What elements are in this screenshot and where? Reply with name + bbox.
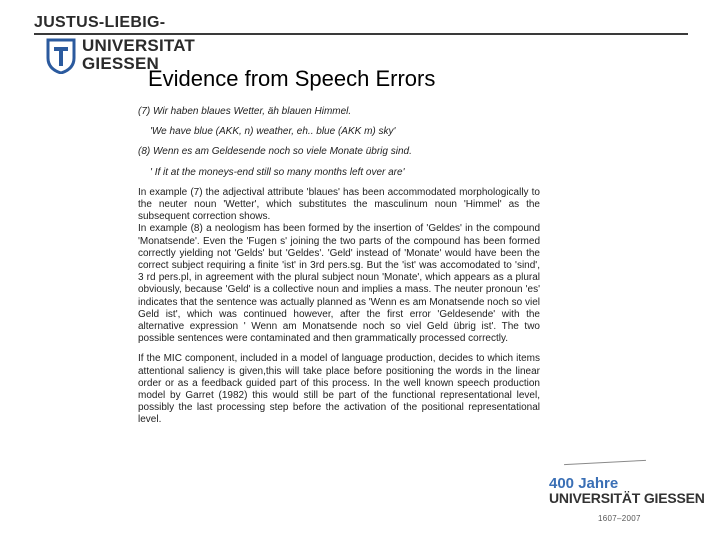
paragraph-mic-component: If the MIC component, included in a model of language production, decides to which items attentional saliency is given,this will take place before positioning the words in the linear order or as a feedback guided part of this process. In the well known speech production model by Garret (1982) this would still be part of the functional representational level, possibly the last processing step before the activation of the positional representational level. bbox=[138, 353, 540, 426]
slide-body bbox=[138, 106, 540, 427]
university-name-line1: UNIVERSITAT bbox=[82, 36, 196, 55]
slide-title: Evidence from Speech Errors bbox=[148, 66, 436, 91]
university-name-line2: GIESSEN bbox=[82, 54, 159, 73]
university-name-top: JUSTUS-LIEBIG- bbox=[34, 14, 166, 31]
example-7: (7) Wir haben blaues Wetter, äh blauen Himmel. bbox=[138, 106, 352, 117]
header-divider bbox=[34, 33, 688, 35]
anniversary-logo-jahre: 400 Jahre bbox=[549, 475, 619, 492]
anniversary-logo-years: 1607–2007 bbox=[598, 514, 641, 523]
anniversary-logo-rule bbox=[564, 460, 646, 465]
university-shield-icon bbox=[46, 38, 76, 74]
paragraph-example-7: In example (7) the adjectival attribute 'blaues' has been accommodated morphologically to the neuter noun 'Wetter', which substitutes the masculinum noun 'Himmel' as the subsequent correction shows. bbox=[138, 186, 540, 223]
paragraph-example-8: In example (8) a neologism has been formed by the insertion of 'Geldes' in the compound 'Monatsende'. Even the 'Fugen s' joining the two parts of the compound has been formed correctly yielding not 'Gelds' but 'Geldes'. 'Geld' instead of 'Monate' would have been the correct subject requiring a finite 'ist' in 3rd pers.sg. But the 'ist' was accomodated to 'sind', 3 rd pers.pl, in agreement with the plural subject noun 'Monate', which appears as a plural obviously, because 'Geld' is a collective noun and implies a mass. The neuter pronoun 'es' indicates that the sentence was actually planned as 'Wenn es am Monatsende noch so viel Geld ist', which was continued however, after the first error 'Geldesende' with the alternative expression ' Wenn am Monatsende noch so viel Geld übrig ist'. The two possible sentences were contaminated and then grammatically processed correctly. bbox=[138, 223, 540, 345]
example-7-gloss: 'We have blue (AKK, n) weather, eh.. blue (AKK m) sky' bbox=[150, 126, 396, 138]
example-8-gloss: ' If it at the moneys-end still so many months left over are' bbox=[150, 166, 405, 178]
example-8: (8) Wenn es am Geldesende noch so viele Monate übrig sind. bbox=[138, 146, 412, 158]
anniversary-logo-university: UNIVERSITÄT GIESSEN bbox=[549, 490, 705, 506]
